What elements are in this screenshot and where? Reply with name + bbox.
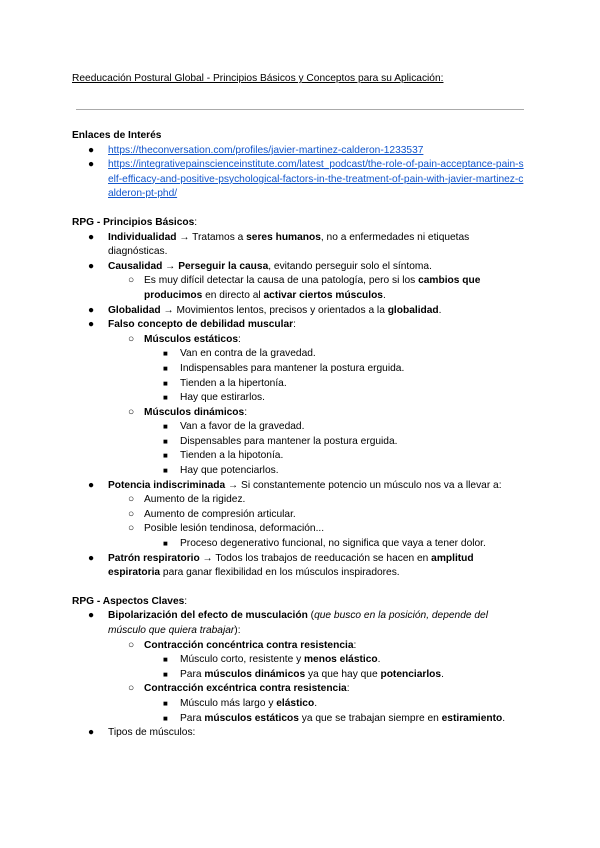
square-bullet-icon: ■ xyxy=(163,393,168,403)
list-item: ■ Van a favor de la gravedad. xyxy=(72,420,528,435)
square-bullet-icon: ■ xyxy=(163,378,168,388)
hollow-bullet-icon: ○ xyxy=(128,494,135,506)
links-list xyxy=(72,144,528,202)
links-heading: Enlaces de Interés xyxy=(72,130,162,141)
list-item: ■ Músculo corto, resistente y menos elástico. xyxy=(72,653,528,668)
list-item: ○ Posible lesión tendinosa, deformación... xyxy=(72,522,528,537)
square-bullet-icon: ■ xyxy=(163,713,168,723)
square-bullet-icon: ■ xyxy=(163,436,168,446)
link-podcast[interactable]: https://integrativepainscienceinstitute.com/latest_podcast/the-role-of-pain-acceptance-pain-self-efficacy-and-positive-psychological-factors-in-the-treatment-of-pain-with-javier-martinez-calderon-pt-phd/ xyxy=(108,159,524,200)
list-item-causalidad: ● Causalidad → Perseguir la causa, evitando perseguir solo el síntoma. xyxy=(72,260,528,275)
list-item-bipolarizacion: ● Bipolarización del efecto de musculación (que busco en la posición, depende del músculo que quiera trabajar): xyxy=(88,610,488,636)
list-item: ■ Hay que potenciarlos. xyxy=(72,464,528,479)
list-item-concentrica: ○ Contracción concéntrica contra resistencia: xyxy=(72,639,528,654)
list-item: ■ Indispensables para mantener la postura erguida. xyxy=(72,362,528,377)
list-item-dinamicos: ○ Músculos dinámicos: xyxy=(72,406,528,421)
list-item: ○ Es muy difícil detectar la causa de una patología, pero si los cambios que producimos en directo al activar ciertos músculos. xyxy=(128,275,481,301)
list-item: ■ Tienden a la hipotonía. xyxy=(72,449,528,464)
list-item-debilidad: ● Falso concepto de debilidad muscular: xyxy=(72,318,528,333)
bullet-icon: ● xyxy=(88,304,95,316)
list-item: ○ Aumento de compresión articular. xyxy=(72,508,528,523)
hollow-bullet-icon: ○ xyxy=(128,406,135,418)
list-item: ■ Tienden a la hipertonía. xyxy=(72,377,528,392)
bullet-icon: ● xyxy=(88,319,95,331)
bullet-icon: ● xyxy=(88,231,95,243)
list-item xyxy=(72,144,528,159)
bullet-icon: ● xyxy=(88,479,95,491)
principios-list xyxy=(72,231,528,581)
hollow-bullet-icon: ○ xyxy=(128,523,135,535)
list-item: ■ Dispensables para mantener la postura erguida. xyxy=(72,435,528,450)
square-bullet-icon: ■ xyxy=(163,451,168,461)
list-item: ■ Proceso degenerativo funcional, no significa que vaya a tener dolor. xyxy=(72,537,528,552)
square-bullet-icon: ■ xyxy=(163,539,168,549)
square-bullet-icon: ■ xyxy=(163,466,168,476)
bullet-icon: ● xyxy=(88,552,95,564)
hollow-bullet-icon: ○ xyxy=(128,639,135,651)
bullet-icon: ● xyxy=(88,159,95,171)
bullet-icon: ● xyxy=(88,610,95,622)
hollow-bullet-icon: ○ xyxy=(128,683,135,695)
list-item xyxy=(72,158,528,202)
list-item: ■ Para músculos dinámicos ya que hay que potenciarlos. xyxy=(72,668,528,683)
list-item-estaticos: ○ Músculos estáticos: xyxy=(72,333,528,348)
horizontal-rule xyxy=(76,109,524,110)
hollow-bullet-icon: ○ xyxy=(128,333,135,345)
bullet-icon: ● xyxy=(88,260,95,272)
hollow-bullet-icon: ○ xyxy=(128,508,135,520)
list-item-globalidad: ● Globalidad → Movimientos lentos, precisos y orientados a la globalidad. xyxy=(72,304,528,319)
aspectos-list xyxy=(72,609,528,740)
list-item: ■ Músculo más largo y elástico. xyxy=(72,697,528,712)
list-item-tipos: ● Tipos de músculos: xyxy=(72,726,528,741)
square-bullet-icon: ■ xyxy=(163,698,168,708)
list-item-patron: ● Patrón respiratorio → Todos los trabajos de reeducación se hacen en amplitud espiratoria para ganar flexibilidad en los músculos inspiradores. xyxy=(88,552,474,579)
square-bullet-icon: ■ xyxy=(163,655,168,665)
square-bullet-icon: ■ xyxy=(163,349,168,359)
hollow-bullet-icon: ○ xyxy=(128,275,135,287)
principios-heading: RPG - Principios Básicos: xyxy=(72,216,198,228)
list-item: ■ Hay que estirarlos. xyxy=(72,391,528,406)
square-bullet-icon: ■ xyxy=(163,669,168,679)
square-bullet-icon: ■ xyxy=(163,422,168,432)
link-conversation-profile[interactable]: https://theconversation.com/profiles/javier-martinez-calderon-1233537 xyxy=(108,144,424,156)
bullet-icon: ● xyxy=(88,727,95,739)
document-body xyxy=(72,129,528,741)
list-item-potencia: ● Potencia indiscriminada → Si constantemente potencio un músculo nos va a llevar a: xyxy=(72,479,528,494)
list-item: ■ Van en contra de la gravedad. xyxy=(72,347,528,362)
list-item: ○ Aumento de la rigidez. xyxy=(72,493,528,508)
document-title: Reeducación Postural Global - Principios Básicos y Conceptos para su Aplicación: xyxy=(72,73,444,84)
bullet-icon: ● xyxy=(88,144,95,156)
list-item-excentrica: ○ Contracción excéntrica contra resistencia: xyxy=(72,682,528,697)
list-item-individualidad: ● Individualidad → Tratamos a seres humanos, no a enfermedades ni etiquetas diagnósticas. xyxy=(88,231,470,258)
square-bullet-icon: ■ xyxy=(163,363,168,373)
aspectos-heading: RPG - Aspectos Claves: xyxy=(72,595,188,607)
list-item: ■ Para músculos estáticos ya que se trabajan siempre en estiramiento. xyxy=(72,712,528,727)
